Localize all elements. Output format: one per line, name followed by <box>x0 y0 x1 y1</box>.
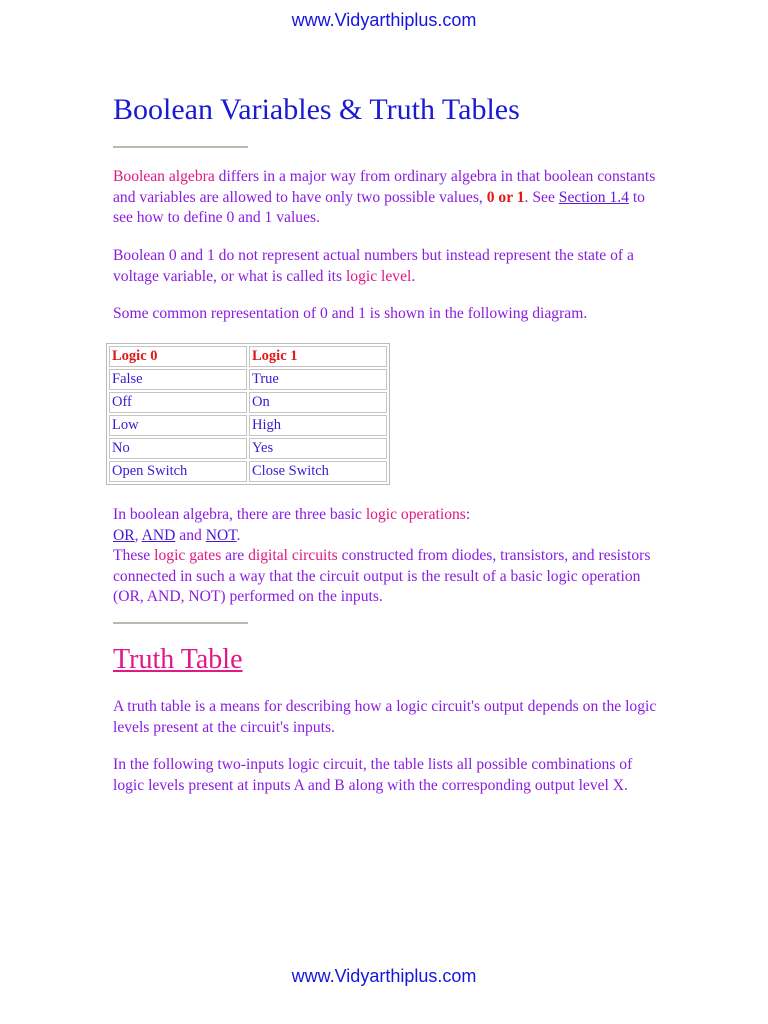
term-logic-level: logic level <box>345 267 412 285</box>
logic-level-paragraph: Boolean 0 and 1 do not represent actual numbers but instead represent the state of a voltage variable, or what is called its logic level. <box>113 247 634 285</box>
operations-paragraph: In boolean algebra, there are three basic logic operations: OR, AND and NOT. These logic gates are digital circuits constructed from diodes, transistors, and resistors connected in such a way that the circuit output is the result of a basic logic operation (OR, AND, NOT) performed on the inputs. <box>113 506 651 605</box>
site-url-footer[interactable]: www.Vidyarthiplus.com <box>291 966 477 986</box>
term-logic-gates: logic gates <box>154 547 222 564</box>
table-row <box>109 438 387 459</box>
term-digital-circuits: digital circuits <box>248 547 338 564</box>
two-inputs-paragraph: In the following two-inputs logic circuit, the table lists all possible combinations of logic levels present at inputs A and B along with the corresponding output level X. <box>113 756 633 794</box>
table-cell: Off <box>109 392 247 413</box>
table-cell: On <box>249 392 387 413</box>
page-title: Boolean Variables & Truth Tables <box>113 93 520 126</box>
divider <box>113 622 248 624</box>
section-link[interactable]: Section 1.4 <box>558 188 629 206</box>
and-link[interactable]: AND <box>141 526 176 544</box>
table-cell: False <box>109 369 247 390</box>
table-row <box>109 369 387 390</box>
representation-paragraph: Some common representation of 0 and 1 is shown in the following diagram. <box>113 305 588 322</box>
table-cell: No <box>109 438 247 459</box>
term-logic-operations: logic operations <box>365 506 466 523</box>
intro-paragraph: Boolean algebra differs in a major way from ordinary algebra in that boolean constants and variables are allowed to have only two possible values, 0 or 1. See Section 1.4 to see how to define 0 and 1 values. <box>113 168 656 226</box>
table-header-row <box>109 346 387 367</box>
table-row <box>109 415 387 436</box>
table-row <box>109 392 387 413</box>
table-cell: Yes <box>249 438 387 459</box>
table-cell: Close Switch <box>249 461 387 482</box>
not-link[interactable]: NOT <box>205 526 237 544</box>
table-cell: High <box>249 415 387 436</box>
truth-table-heading-link[interactable]: Truth Table <box>113 644 243 675</box>
term-boolean-algebra: Boolean algebra <box>113 168 215 185</box>
divider <box>113 146 248 148</box>
table-cell: Open Switch <box>109 461 247 482</box>
logic-values-table <box>106 343 390 485</box>
header-logic-0: Logic 0 <box>109 346 247 367</box>
site-url-header[interactable]: www.Vidyarthiplus.com <box>291 10 477 30</box>
or-link[interactable]: OR <box>113 526 135 544</box>
table-row <box>109 461 387 482</box>
table-cell: Low <box>109 415 247 436</box>
values-text: 0 or 1 <box>486 188 525 206</box>
truth-table-paragraph: A truth table is a means for describing how a logic circuit's output depends on the logic levels present at the circuit's inputs. <box>113 698 657 736</box>
table-cell: True <box>249 369 387 390</box>
header-logic-1: Logic 1 <box>249 346 387 367</box>
